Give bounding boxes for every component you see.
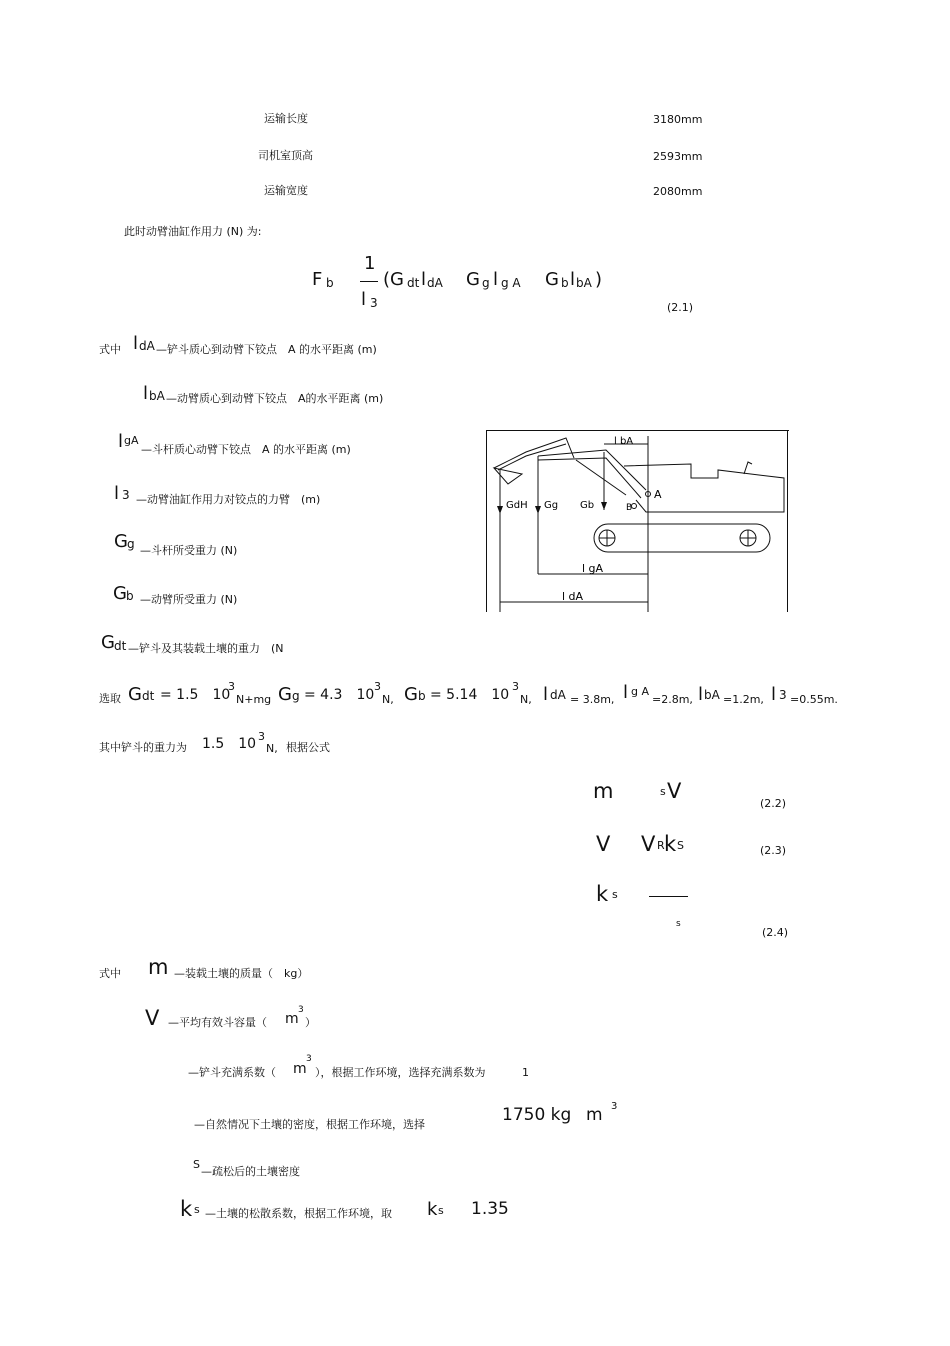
bucket-tail: 根据公式	[286, 741, 330, 754]
def-ks2-sub: s	[438, 1204, 444, 1217]
spec-value-length: 3180mm	[653, 113, 703, 126]
diagram-label-lgA: l gA	[582, 562, 604, 575]
eq23-rhs-sub: R	[657, 839, 665, 852]
eq21-frac-den: l	[361, 289, 367, 310]
eq24-frac-bar	[649, 896, 688, 897]
eq21-frac-den-sub: 3	[370, 296, 378, 310]
eq23-number: (2.3)	[760, 844, 787, 857]
def-m-sym: m	[148, 955, 169, 979]
eq24-number: (2.4)	[762, 926, 789, 939]
def-l3-sym: l	[114, 483, 120, 504]
eq23-k: k	[664, 832, 677, 856]
eq21-lhs: F	[312, 269, 323, 290]
excavator-diagram	[486, 430, 789, 612]
sel-l3: l	[771, 684, 777, 705]
where-label-1: 式中	[99, 343, 121, 356]
stick-inner	[498, 444, 566, 470]
def-density-unit: m	[586, 1105, 603, 1125]
eq21-t2-lsub: g A	[501, 276, 521, 290]
eq24-den: s	[676, 919, 681, 929]
def-V-exp: 3	[298, 1005, 304, 1015]
def-ks-sym: k	[180, 1197, 193, 1221]
hydraulic-cylinder	[576, 460, 626, 495]
bucket-exp: 3	[258, 730, 265, 743]
sel-Gg-exp: 3	[374, 680, 381, 693]
spec-label-length: 运输长度	[264, 112, 308, 125]
sel-ldA-val: = 3.8m,	[570, 693, 615, 706]
sel-Gdt-val: = 1.5 10	[160, 687, 231, 703]
def-lgA-sym: l	[118, 431, 124, 452]
spec-label-cab-height: 司机室顶高	[258, 149, 313, 162]
sel-Gdt-exp: 3	[228, 680, 235, 693]
diagram-label-Gb: Gb	[580, 500, 595, 511]
eq21-number: (2.1)	[667, 301, 694, 314]
sel-Gg-val: = 4.3 10	[304, 687, 375, 703]
spec-label-width: 运输宽度	[264, 184, 308, 197]
diagram-label-A: A	[654, 488, 662, 501]
def-density-val: 1750 kg	[502, 1105, 572, 1125]
sel-Gg-sub: g	[292, 689, 300, 703]
boom-lower	[538, 458, 641, 498]
def-fill-val: 1	[522, 1066, 529, 1079]
bucket-label: 其中铲斗的重力为	[99, 741, 187, 754]
sel-lgA: l	[623, 682, 629, 703]
def-Gdt-text: —铲斗及其装载土壤的重力 (N	[128, 642, 284, 655]
def-ldA-text: —铲斗质心到动臂下铰点 A 的水平距离 (m)	[156, 343, 377, 356]
eq21-t2-sub: g	[482, 276, 490, 290]
diagram-label-Gg: Gg	[544, 500, 559, 511]
exhaust-pipe	[744, 462, 752, 474]
eq21-t3-l: l	[570, 269, 576, 290]
def-lgA-text: —斗杆质心动臂下铰点 A 的水平距离 (m)	[141, 443, 351, 456]
def-ldA-sub: dA	[139, 339, 155, 353]
def-density-text: —自然情况下土壤的密度，根据工作环境，选择	[194, 1118, 425, 1131]
sel-ldA: l	[543, 684, 549, 705]
bucket-val: 1.5 10	[202, 736, 257, 752]
eq22-rhs: V	[667, 779, 682, 803]
bucket-unit: N,	[266, 742, 278, 755]
sel-lgA-val: =2.8m,	[652, 693, 693, 706]
def-density-exp: 3	[611, 1101, 618, 1112]
eq22-number: (2.2)	[760, 797, 787, 810]
sel-ldA-sub: dA	[550, 688, 566, 702]
eq21-t1-lsub: dA	[427, 276, 443, 290]
eq21-t3: G	[545, 269, 559, 290]
where-label-2: 式中	[99, 967, 121, 980]
def-V-close: ）	[305, 1016, 316, 1029]
eq22-rhs-pre: s	[660, 785, 666, 798]
eq21-t3-lsub: bA	[576, 276, 592, 290]
def-loose-sub: S	[193, 1158, 200, 1171]
sel-lbA: l	[698, 684, 704, 705]
def-Gb-sym: G	[113, 583, 127, 604]
sel-Gb-unit: N,	[520, 693, 532, 706]
stick-outline	[494, 438, 574, 468]
eq21-t3-sub: b	[561, 276, 569, 290]
diagram-label-lbA: l bA	[614, 436, 634, 447]
sel-Gdt-sub: dt	[142, 689, 155, 703]
def-lbA-text: —动臂质心到动臂下铰点 A的水平距离 (m)	[166, 392, 384, 405]
eq21-t2: G	[466, 269, 480, 290]
def-lbA-sub: bA	[149, 389, 165, 403]
sel-Gb-exp: 3	[512, 680, 519, 693]
boom-upper	[538, 450, 646, 490]
diagram-label-GdH: GdH	[506, 500, 528, 511]
intro-text: 此时动臂油缸作用力 (N) 为:	[124, 225, 262, 238]
eq23-lhs: V	[596, 832, 611, 856]
sel-l3-val: =0.55m.	[790, 693, 838, 706]
sel-Gdt-unit: N+mg	[236, 693, 272, 706]
def-l3-text: —动臂油缸作用力对铰点的力臂 (m)	[136, 493, 321, 506]
def-Gg-sub: g	[127, 537, 135, 551]
eq23-rhs: V	[641, 832, 656, 856]
eq21-frac-num: 1	[364, 253, 376, 274]
def-V-unit: m	[285, 1011, 299, 1027]
eq23-k-sub: S	[677, 839, 684, 852]
def-m-text: —装载土壤的质量（ kg）	[174, 967, 309, 980]
def-ks-val: 1.35	[471, 1199, 509, 1219]
def-loose-text: —疏松后的土壤密度	[201, 1165, 300, 1178]
eq24-lhs-sub: s	[612, 888, 618, 901]
diagram-label-ldA: l dA	[562, 590, 584, 603]
def-Gb-sub: b	[126, 589, 134, 603]
eq21-close: )	[595, 269, 603, 290]
def-fill-text: —铲斗充满系数（	[188, 1066, 276, 1079]
def-V-text: —平均有效斗容量（	[168, 1016, 267, 1029]
def-Gg-sym: G	[114, 531, 128, 552]
sel-Gg-unit: N,	[382, 693, 394, 706]
eq24-lhs: k	[596, 882, 609, 906]
def-fill-exp: 3	[306, 1054, 312, 1064]
eq21-lhs-sub: b	[326, 276, 334, 290]
def-Gb-text: —动臂所受重力 (N)	[140, 593, 238, 606]
def-Gdt-sym: G	[101, 632, 115, 653]
def-ks2-sym: k	[427, 1199, 438, 1220]
sel-lgA-sub: g A	[631, 685, 650, 698]
sel-Gg: G	[278, 684, 292, 705]
sel-Gb: G	[404, 684, 418, 705]
sel-Gdt: G	[128, 684, 142, 705]
select-label: 选取	[99, 692, 121, 705]
sel-Gb-val: = 5.14 10	[430, 687, 510, 703]
def-ldA-sym: l	[133, 333, 139, 354]
def-l3-sub: 3	[122, 488, 130, 502]
sel-lbA-val: =1.2m,	[723, 693, 764, 706]
spec-value-cab-height: 2593mm	[653, 150, 703, 163]
sel-Gb-sub: b	[418, 689, 426, 703]
sel-l3-sub: 3	[779, 688, 787, 702]
eq21-t1-sub: dt	[407, 276, 420, 290]
eq21-open: (G	[383, 269, 404, 290]
pivot-B	[632, 504, 637, 509]
diagram-label-B: B	[626, 503, 633, 513]
def-lbA-sym: l	[143, 383, 149, 404]
def-lgA-sub: gA	[124, 434, 139, 447]
eq21-frac-bar	[360, 281, 378, 282]
spec-value-width: 2080mm	[653, 185, 703, 198]
def-ks-text: —土壤的松散系数，根据工作环境，取	[205, 1207, 392, 1220]
def-ks-sub: s	[194, 1203, 200, 1216]
def-Gdt-sub: dt	[114, 639, 127, 653]
eq22-lhs: m	[593, 779, 614, 803]
eq21-t1-l: l	[421, 269, 427, 290]
def-fill-tail: ），根据工作环境，选择充满系数为	[315, 1066, 486, 1079]
sel-lbA-sub: bA	[704, 688, 720, 702]
eq21-t2-l: l	[493, 269, 499, 290]
def-Gg-text: —斗杆所受重力 (N)	[140, 544, 238, 557]
def-fill-unit: m	[293, 1061, 307, 1077]
def-V-sym: V	[145, 1006, 160, 1030]
